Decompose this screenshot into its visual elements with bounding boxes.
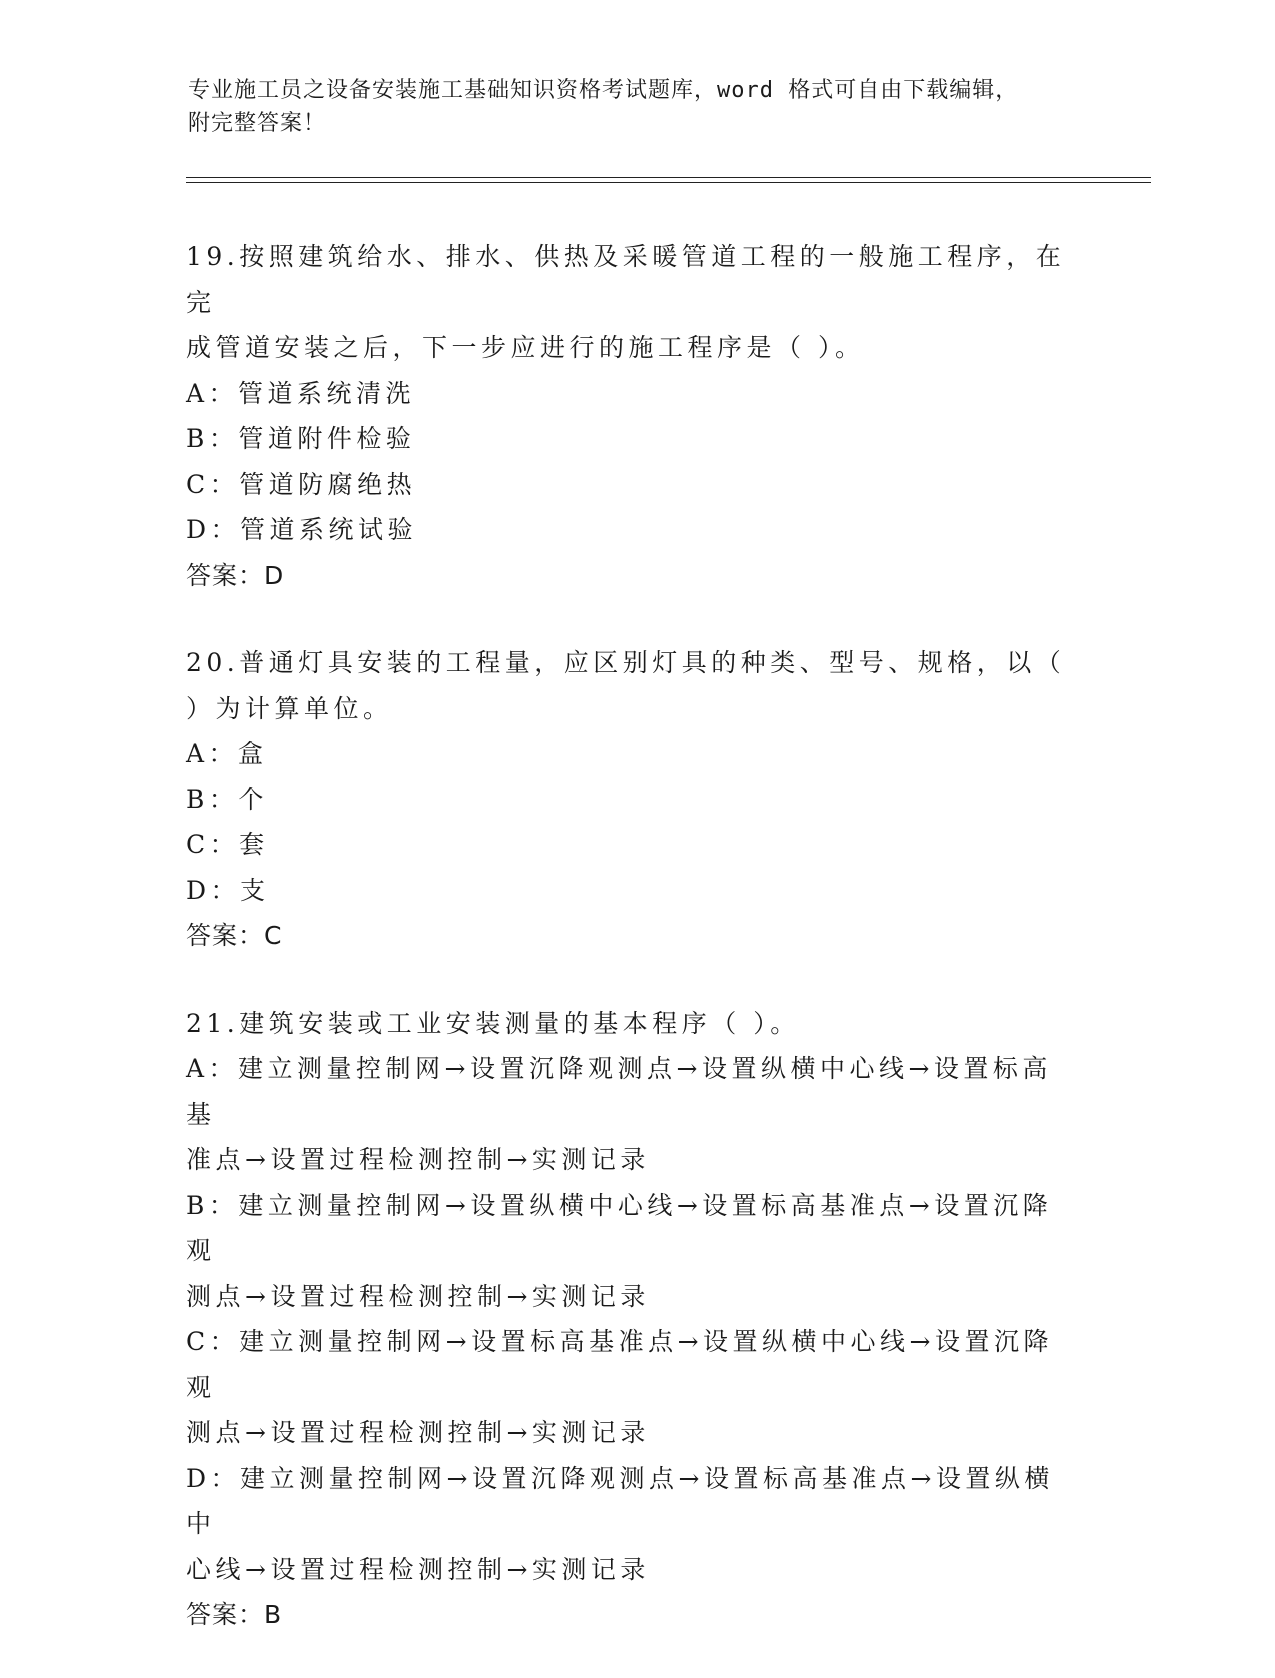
option-b: B：个: [186, 784, 268, 814]
option-c: C：建立测量控制网→设置标高基准点→设置纵横中心线→设置沉降观 测点→设置过程检测控制→实测记录: [186, 1327, 1053, 1447]
stem-line: 成管道安装之后，下一步应进行的施工程序是（ ）。: [186, 333, 865, 362]
option-b: B：建立测量控制网→设置纵横中心线→设置标高基准点→设置沉降观 测点→设置过程检测控制→实测记录: [186, 1190, 1053, 1311]
option-a: A：盒: [186, 739, 268, 768]
header-line-2: 附完整答案！: [188, 111, 327, 136]
question-stem: [186, 1001, 1066, 1047]
answer-label: 答案：B: [186, 1600, 283, 1629]
question-stem: [186, 234, 1066, 371]
option-b: B：管道附件检验: [186, 424, 416, 453]
stem-line: 19.按照建筑给水、排水、供热及采暖管道工程的一般施工程序，在完: [186, 242, 1066, 317]
stem-line: ）为计算单位。: [186, 693, 393, 723]
option-c: C：套: [186, 830, 269, 859]
answer-label: 答案：D: [186, 560, 285, 590]
question-21: [186, 1001, 1066, 1638]
header-divider-top: [186, 177, 1151, 178]
option-c: C：管道防腐绝热: [186, 469, 417, 499]
header-line-1: 专业施工员之设备安装施工基础知识资格考试题库，word 格式可自由下载编辑，: [188, 78, 1019, 103]
document-header: [188, 74, 1088, 140]
stem-line: 21.建筑安装或工业安装测量的基本程序（ ）。: [186, 1008, 800, 1038]
option-d: D：支: [186, 875, 270, 905]
option-a: A：建立测量控制网→设置沉降观测点→设置纵横中心线→设置标高基 准点→设置过程检测控制→实测记录: [186, 1054, 1052, 1174]
question-stem: [186, 640, 1066, 731]
option-d: D：管道系统试验: [186, 515, 418, 544]
header-divider-bottom: [186, 182, 1151, 183]
question-20: [186, 640, 1066, 959]
option-a: A：管道系统清洗: [186, 378, 416, 408]
question-list: [186, 234, 1066, 1678]
question-19: [186, 234, 1066, 598]
stem-line: 20.普通灯具安装的工程量，应区别灯具的种类、型号、规格，以（: [186, 648, 1066, 677]
option-d: D：建立测量控制网→设置沉降观测点→设置标高基准点→设置纵横中 心线→设置过程检测控制→实测记录: [186, 1463, 1054, 1584]
answer-label: 答案：C: [186, 921, 283, 950]
